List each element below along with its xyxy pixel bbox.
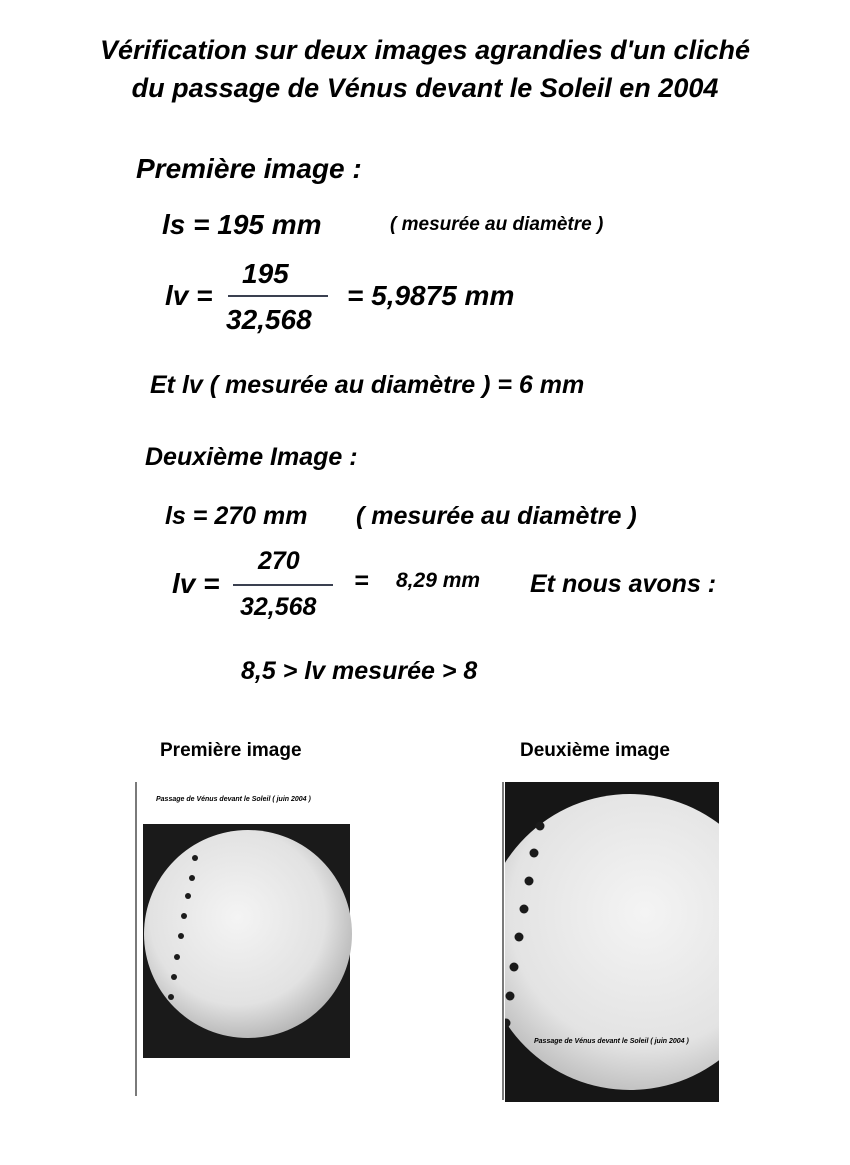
first-photo-caption: Passage de Vénus devant le Soleil ( juin 2004 ) bbox=[156, 796, 311, 803]
second-equals: = bbox=[354, 567, 369, 595]
second-numerator: 270 bbox=[258, 547, 300, 575]
second-ls-value: ls = 270 mm bbox=[165, 502, 308, 530]
second-lv-label: lv = bbox=[172, 568, 220, 599]
second-heading: Deuxième Image : bbox=[145, 443, 358, 471]
first-numerator: 195 bbox=[242, 258, 289, 289]
second-photo-caption: Passage de Vénus devant le Soleil ( juin 2004 ) bbox=[534, 1038, 689, 1045]
second-and-we-have: Et nous avons : bbox=[530, 570, 717, 598]
first-heading: Première image : bbox=[136, 153, 362, 184]
first-ls-note: ( mesurée au diamètre ) bbox=[390, 214, 604, 235]
first-result: = 5,9875 mm bbox=[347, 280, 515, 311]
second-result: 8,29 mm bbox=[396, 569, 481, 592]
first-ls-value: ls = 195 mm bbox=[162, 209, 322, 240]
first-denominator: 32,568 bbox=[226, 304, 312, 335]
second-transit-photo bbox=[502, 782, 720, 1104]
first-measured: Et lv ( mesurée au diamètre ) = 6 mm bbox=[150, 371, 585, 399]
title-line-1: Vérification sur deux images agrandies d'un cliché bbox=[99, 35, 751, 65]
title-line-2: du passage de Vénus devant le Soleil en 2004 bbox=[131, 73, 719, 103]
second-denominator: 32,568 bbox=[240, 593, 317, 621]
inequality: 8,5 > lv mesurée > 8 bbox=[241, 657, 478, 685]
second-fraction-bar bbox=[233, 584, 333, 586]
first-fraction-bar bbox=[228, 295, 328, 297]
first-lv-label: lv = bbox=[165, 280, 213, 311]
second-ls-note: ( mesurée au diamètre ) bbox=[356, 502, 637, 530]
first-transit-photo bbox=[133, 782, 363, 1100]
first-image-caption: Première image bbox=[160, 740, 302, 761]
second-image-caption: Deuxième image bbox=[520, 740, 670, 761]
